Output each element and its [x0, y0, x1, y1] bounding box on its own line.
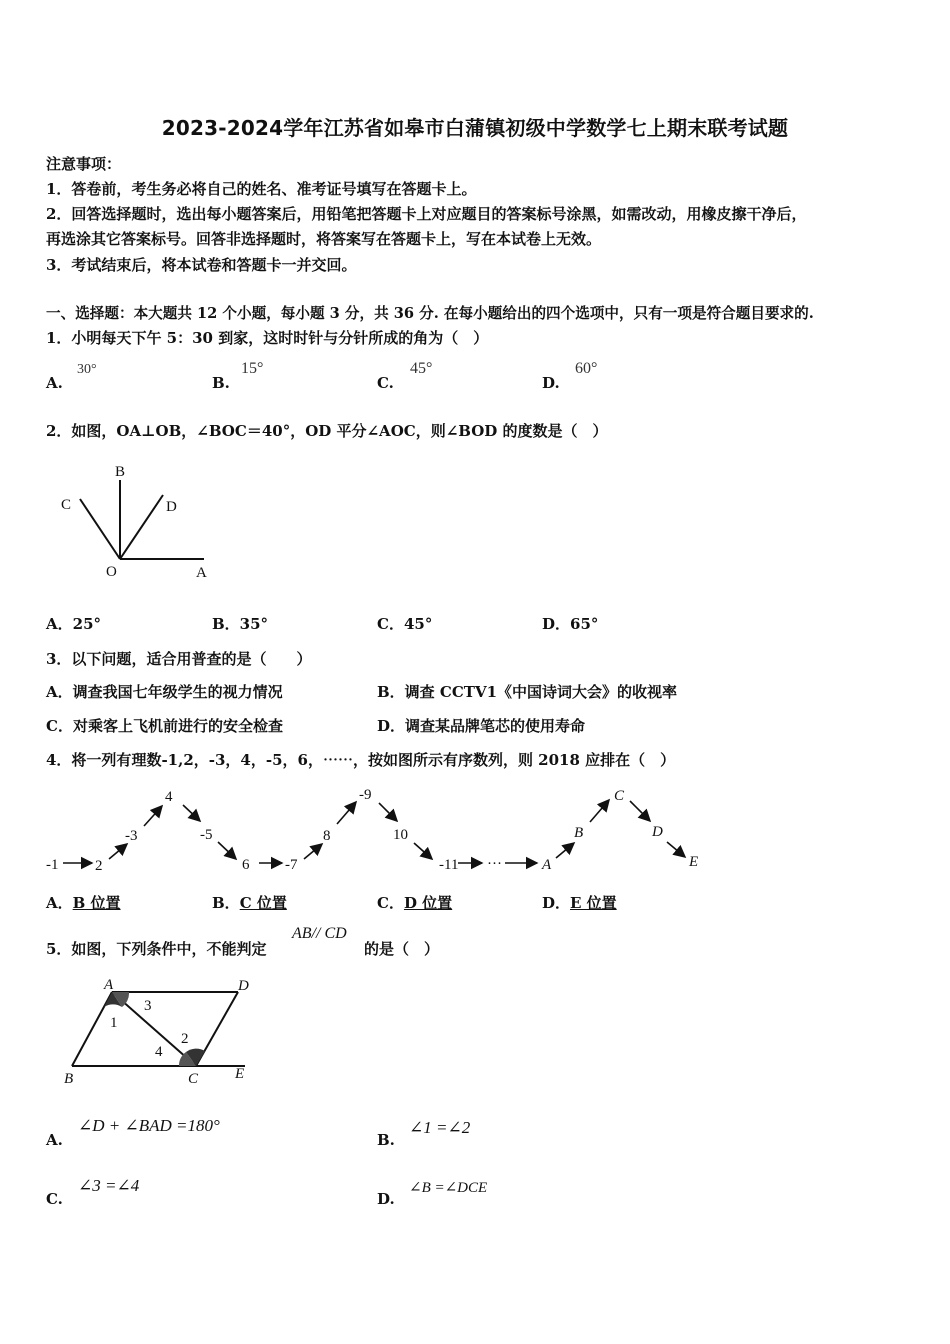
num-neg3: -3 [125, 828, 138, 844]
option-a: A．调查我国七年级学生的视力情况 [46, 683, 283, 701]
num-neg1: -1 [46, 857, 59, 873]
angle-3: 3 [144, 998, 152, 1014]
option-c-label: C. [377, 374, 394, 392]
option-b-label: B. [377, 1131, 395, 1149]
option-b-value: 15° [241, 360, 264, 377]
question-stem: 1．小明每天下午 5：30 到家，这时时针与分针所成的角为（ ） [46, 329, 489, 347]
option-b [212, 892, 287, 913]
option-d-label: D. [377, 1190, 395, 1208]
num-6: 6 [242, 857, 250, 873]
question-stem: 4．将一列有理数-1,2，-3，4，-5，6，⋯⋯，按如图所示有序数列，则 2018 应排在（ ） [46, 751, 676, 769]
option-c-value: 45° [410, 360, 433, 377]
option-c-value: ∠3 =∠4 [78, 1176, 140, 1195]
option-letter: C． [377, 894, 404, 912]
num-neg9: -9 [359, 787, 372, 803]
notice-heading: 注意事项： [46, 155, 122, 173]
pos-a: A [542, 857, 552, 873]
notice-item: 再选涂其它答案标号。回答非选择题时，将答案写在答题卡上，写在本试卷上无效。 [46, 230, 602, 248]
option-text: E 位置 [570, 894, 617, 912]
num-2: 2 [95, 858, 103, 874]
angle-4: 4 [155, 1044, 163, 1060]
option-b-label: B. [212, 374, 230, 392]
option-d: D．65° [542, 615, 599, 633]
pos-c: C [614, 788, 625, 804]
option-c: C．45° [377, 615, 433, 633]
label-b: B [64, 1071, 74, 1087]
option-c-label: C. [46, 1190, 63, 1208]
label-d: D [238, 978, 249, 994]
option-b: B．35° [212, 615, 269, 633]
option-text: B 位置 [72, 894, 121, 912]
num-neg11: -11 [439, 857, 459, 873]
option-text: D 位置 [403, 894, 453, 912]
label-c: C [61, 497, 72, 513]
num-neg7: -7 [285, 857, 298, 873]
option-d-value: 60° [575, 360, 598, 377]
num-4: 4 [165, 789, 173, 805]
option-d-value: ∠B =∠DCE [409, 1180, 488, 1196]
section-heading: 一、选择题：本大题共 12 个小题，每小题 3 分，共 36 分. 在每小题给出的四个选项中，只有一项是符合题目要求的. [46, 305, 814, 322]
option-a-label: A. [46, 374, 63, 392]
option-a: A．25° [46, 615, 102, 633]
notice-item: 2．回答选择题时，选出每小题答案后，用铅笔把答题卡上对应题目的答案标号涂黑，如需改动，用橡皮擦干净后， [46, 205, 807, 223]
option-c: C．对乘客上飞机前进行的安全检查 [46, 717, 283, 735]
option-letter: A． [46, 894, 73, 912]
label-c: C [188, 1071, 199, 1087]
option-letter: B． [212, 894, 240, 912]
option-letter: D． [542, 894, 571, 912]
question-stem: 2．如图，OA⊥OB，∠BOC＝40°，OD 平分∠AOC，则∠BOD 的度数是（ ） [46, 422, 608, 440]
angle-1: 1 [110, 1015, 118, 1031]
notice-item: 3．考试结束后，将本试卷和答题卡一并交回。 [46, 256, 357, 274]
label-a: A [104, 977, 114, 993]
page-title: 2023-2024学年江苏省如皋市白蒲镇初级中学数学七上期末联考试题 [161, 116, 789, 140]
option-b-value: ∠1 =∠2 [409, 1118, 471, 1137]
num-10: 10 [393, 827, 408, 843]
parallelogram-figure [60, 975, 260, 1090]
pos-b: B [574, 825, 584, 841]
question-stem: 5．如图，下列条件中，不能判定 [46, 940, 267, 958]
question-stem: 3．以下问题，适合用普查的是（ ） [46, 650, 312, 668]
option-text: C 位置 [239, 894, 287, 912]
angle-2: 2 [181, 1031, 189, 1047]
option-a-value: ∠D + ∠BAD =180° [78, 1116, 220, 1135]
dots: ··· [487, 856, 502, 872]
option-d [542, 892, 617, 913]
option-b: B．调查 CCTV1《中国诗词大会》的收视率 [377, 683, 678, 701]
option-a-label: A. [46, 1131, 63, 1149]
sequence-figure [40, 780, 720, 880]
option-a [46, 892, 121, 913]
option-c [377, 892, 452, 913]
option-a-value: 30° [77, 362, 97, 377]
num-8: 8 [323, 828, 331, 844]
option-d-label: D. [542, 374, 560, 392]
notice-item: 1．答卷前，考生务必将自己的姓名、准考证号填写在答题卡上。 [46, 180, 477, 198]
option-d: D．调查某品牌笔芯的使用寿命 [377, 717, 586, 735]
label-o: O [106, 564, 117, 580]
label-d: D [166, 499, 177, 515]
label-b: B [115, 464, 126, 480]
pos-d: D [652, 824, 663, 840]
num-neg5: -5 [200, 827, 213, 843]
angle-figure [50, 455, 230, 590]
question-stem-end: 的是（ ） [364, 940, 440, 958]
label-e: E [235, 1066, 245, 1082]
stem-math: AB// CD [292, 925, 347, 942]
label-a: A [196, 565, 207, 581]
pos-e: E [689, 854, 699, 870]
